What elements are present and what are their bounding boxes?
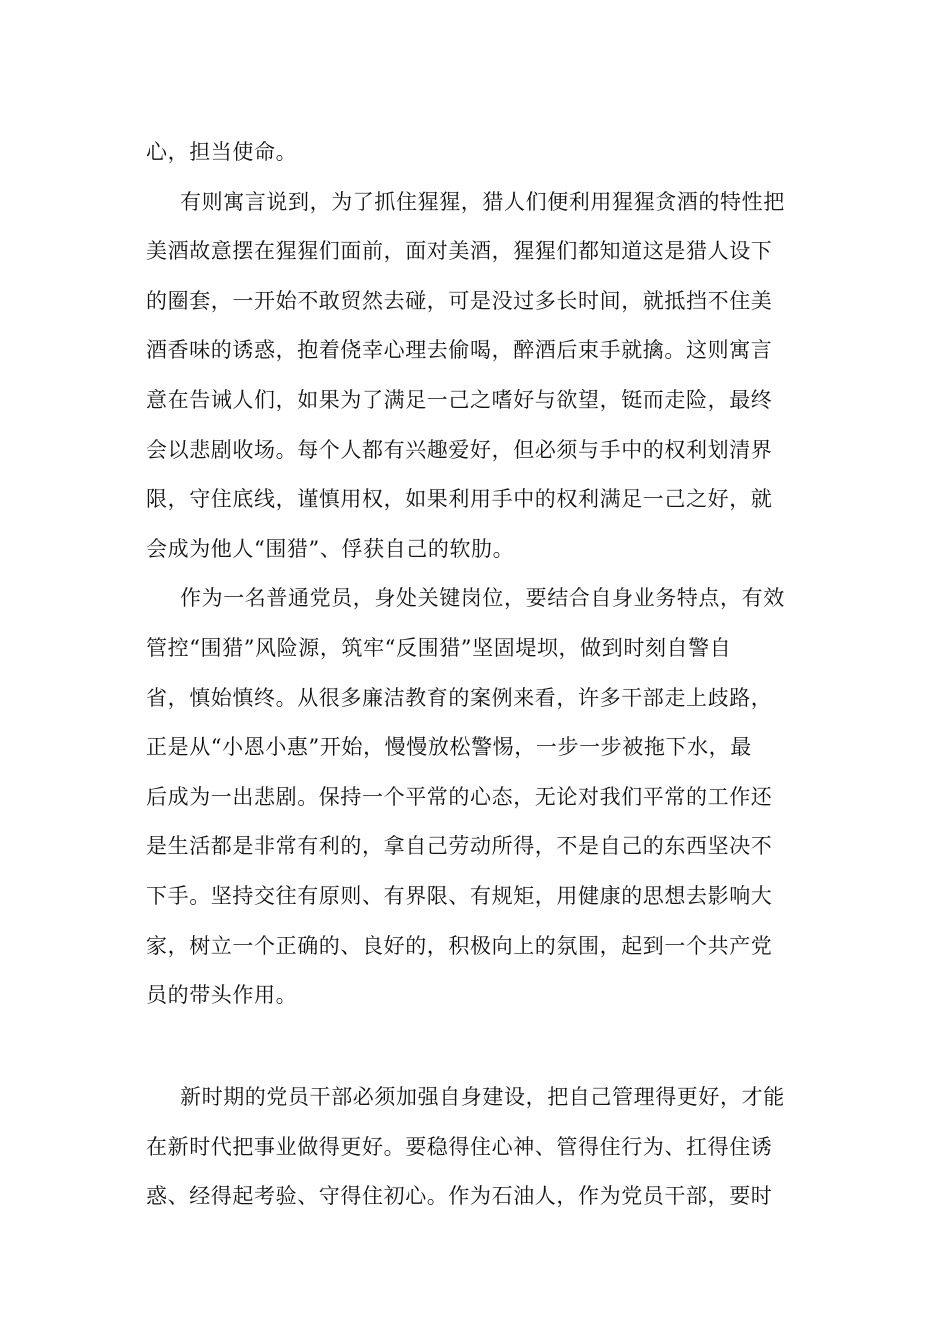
paragraph-line: 惑、经得起考验、守得住初心。作为石油人，作为党员干部，要时 xyxy=(146,1184,773,1209)
paragraph-line: 会成为他人“围猎”、俘获自己的软肋。 xyxy=(146,536,515,561)
paragraph-party-member xyxy=(146,574,806,1020)
paragraph-line: 会以悲剧收场。每个人都有兴趣爱好，但必须与手中的权利划清界 xyxy=(146,437,773,462)
paragraph-line: 美酒故意摆在猩猩们面前，面对美酒，猩猩们都知道这是猎人设下 xyxy=(146,239,773,264)
paragraph-line: 有则寓言说到，为了抓住猩猩，猎人们便利用猩猩贪酒的特性把 xyxy=(180,189,785,214)
paragraph-line: 限，守住底线，谨慎用权，如果利用手中的权利满足一己之好，就 xyxy=(146,487,773,512)
paragraph-continuation xyxy=(146,128,806,178)
paragraph-line: 在新时代把事业做得更好。要稳得住心神、管得住行为、扛得住诱 xyxy=(146,1134,773,1159)
paragraph-line: 后成为一出悲剧。保持一个平常的心态，无论对我们平常的工作还 xyxy=(146,784,773,809)
paragraph-line: 意在告诫人们，如果为了满足一己之嗜好与欲望，铤而走险，最终 xyxy=(146,387,773,412)
paragraph-line: 新时期的党员干部必须加强自身建设，把自己管理得更好，才能 xyxy=(180,1085,785,1109)
paragraph-line: 正是从“小恩小惠”开始，慢慢放松警惕，一步一步被拖下水，最 xyxy=(146,735,752,760)
text-block-new-era xyxy=(146,1073,806,1222)
paragraph-line: 的圈套，一开始不敢贸然去碰，可是没过多长时间，就抵挡不住美 xyxy=(146,288,773,313)
paragraph-line: 省，慎始慎终。从很多廉洁教育的案例来看，许多干部走上歧路， xyxy=(146,685,773,710)
paragraph-line: 下手。坚持交往有原则、有界限、有规矩，用健康的思想去影响大 xyxy=(146,883,773,908)
paragraph-line: 是生活都是非常有利的，拿自己劳动所得，不是自己的东西坚决不 xyxy=(146,834,773,859)
paragraph-line: 作为一名普通党员，身处关键岗位，要结合自身业务特点，有效 xyxy=(180,586,785,611)
text-block-main xyxy=(146,128,806,1021)
paragraph-line: 管控“围猎”风险源，筑牢“反围猎”坚固堤坝，做到时刻自警自 xyxy=(146,635,732,660)
paragraph-line: 家，树立一个正确的、良好的，积极向上的氛围，起到一个共产党 xyxy=(146,933,773,958)
paragraph-new-era xyxy=(146,1073,806,1222)
paragraph-line: 心，担当使命。 xyxy=(146,140,298,164)
paragraph-fable xyxy=(146,178,806,575)
paragraph-line: 员的带头作用。 xyxy=(146,983,298,1008)
paragraph-line: 酒香味的诱惑，抱着侥幸心理去偷喝，醉酒后束手就擒。这则寓言 xyxy=(146,338,773,363)
